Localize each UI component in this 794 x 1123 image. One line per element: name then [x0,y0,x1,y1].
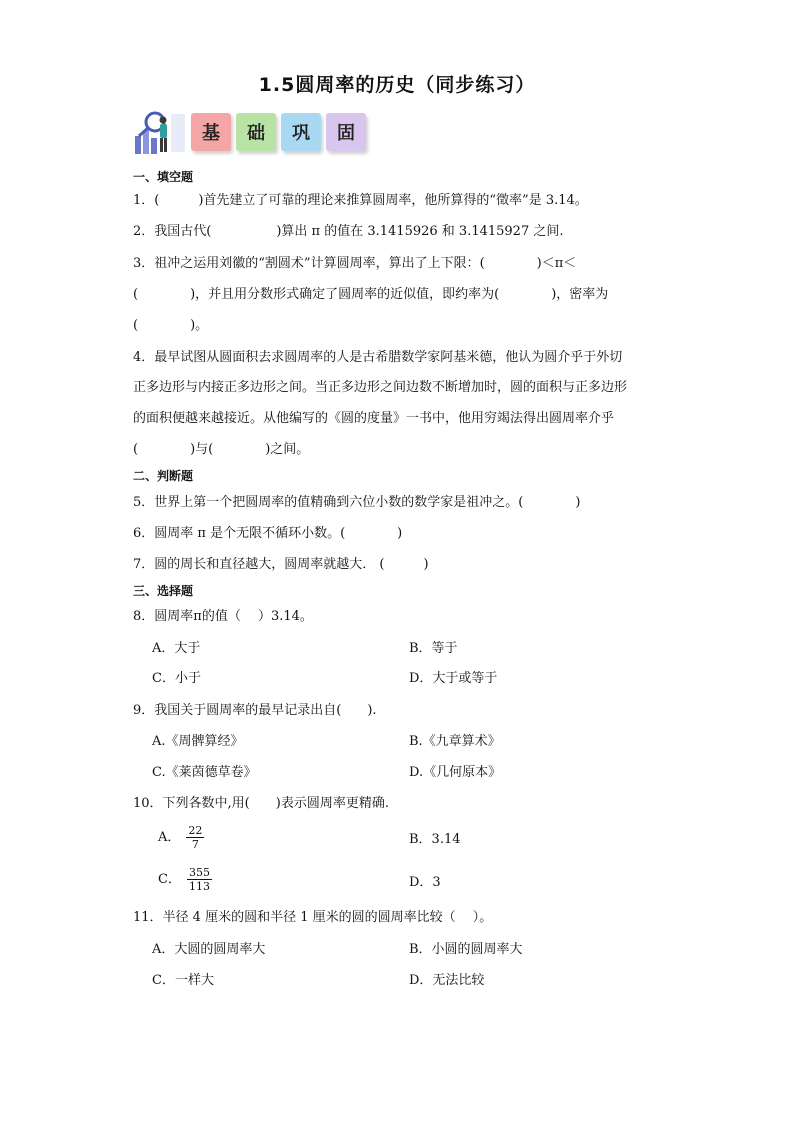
question-9: 9．我国关于圆周率的最早记录出自( ). [133,703,377,718]
q10-option-c-label: C． [158,872,181,887]
q10-option-a-label: A． [158,830,181,845]
q11-option-b: B．小圆的圆周率大 [409,942,523,957]
question-4-line-3: 的面积便越来越接近。从他编写的《圆的度量》一书中，他用穷竭法得出圆周率介乎 [133,411,615,426]
question-6: 6．圆周率 π 是个无限不循环小数。( ) [133,526,403,541]
q11-option-a: A．大圆的圆周率大 [152,942,266,957]
question-7: 7．圆的周长和直径越大，圆周率就越大． ( ) [133,557,429,572]
question-8: 8．圆周率π的值（ ）3.14。 [133,609,313,624]
question-4-line-4: ( )与( )之间。 [133,442,310,457]
q11-option-c: C．一样大 [152,973,214,988]
fraction-355-113 [187,866,212,893]
q9-option-d: D.《几何原本》 [409,765,502,780]
q9-option-b: B.《九章算术》 [409,734,501,749]
magnifier-chart-icon [133,108,187,156]
fraction-numerator: 355 [188,866,210,879]
fraction-22-7 [186,824,204,851]
question-5: 5．世界上第一个把圆周率的值精确到六位小数的数学家是祖冲之。( ) [133,495,581,510]
question-3-line-3: ( )。 [133,318,209,333]
q8-option-d: D．大于或等于 [409,671,498,686]
banner-tile-1: 基 [191,113,231,151]
page-title: 1.5圆周率的历史（同步练习） [258,74,536,96]
section-heading-true-false: 二、判断题 [133,469,194,483]
q10-option-c [158,866,212,893]
fraction-numerator: 22 [188,824,203,837]
question-11: 11．半径 4 厘米的圆和半径 1 厘米的圆的圆周率比较（ ）。 [133,910,493,925]
q11-option-d: D．无法比较 [409,973,485,988]
fraction-denominator: 113 [188,880,210,893]
q8-option-c: C．小于 [152,671,201,686]
section-heading-fill-in: 一、填空题 [133,170,194,184]
q10-option-d: D．3 [409,875,441,890]
fraction-denominator: 7 [191,838,199,851]
q9-option-a: A.《周髀算经》 [152,734,244,749]
banner-tile-2: 础 [236,113,276,151]
question-2: 2．我国古代( )算出 π 的值在 3.1415926 和 3.1415927 之间. [133,224,564,239]
q8-option-b: B．等于 [409,641,458,656]
q10-option-a [158,824,204,851]
section-heading-multiple-choice: 三、选择题 [133,584,194,598]
banner-tile-4: 固 [326,113,366,151]
question-1: 1．( )首先建立了可靠的理论来推算圆周率，他所算得的“徵率”是 3.14。 [133,193,588,208]
q10-option-b: B．3.14 [409,832,461,847]
question-10: 10．下列各数中,用( )表示圆周率更精确. [133,796,389,811]
banner-tile-3: 巩 [281,113,321,151]
question-3-line-1: 3．祖冲之运用刘徽的“割圆术”计算圆周率，算出了上下限：( )＜π＜ [133,256,577,271]
q8-option-a: A．大于 [152,641,201,656]
q9-option-c: C.《莱茵德草卷》 [152,765,257,780]
question-4-line-2: 正多边形与内接正多边形之间。当正多边形之间边数不断增加时，圆的面积与正多边形 [133,380,628,395]
section-banner [133,108,393,156]
question-4-line-1: 4．最早试图从圆面积去求圆周率的人是古希腊数学家阿基米德，他认为圆介乎于外切 [133,350,623,365]
question-3-line-2: ( )，并且用分数形式确定了圆周率的近似值，即约率为( )，密率为 [133,287,609,302]
